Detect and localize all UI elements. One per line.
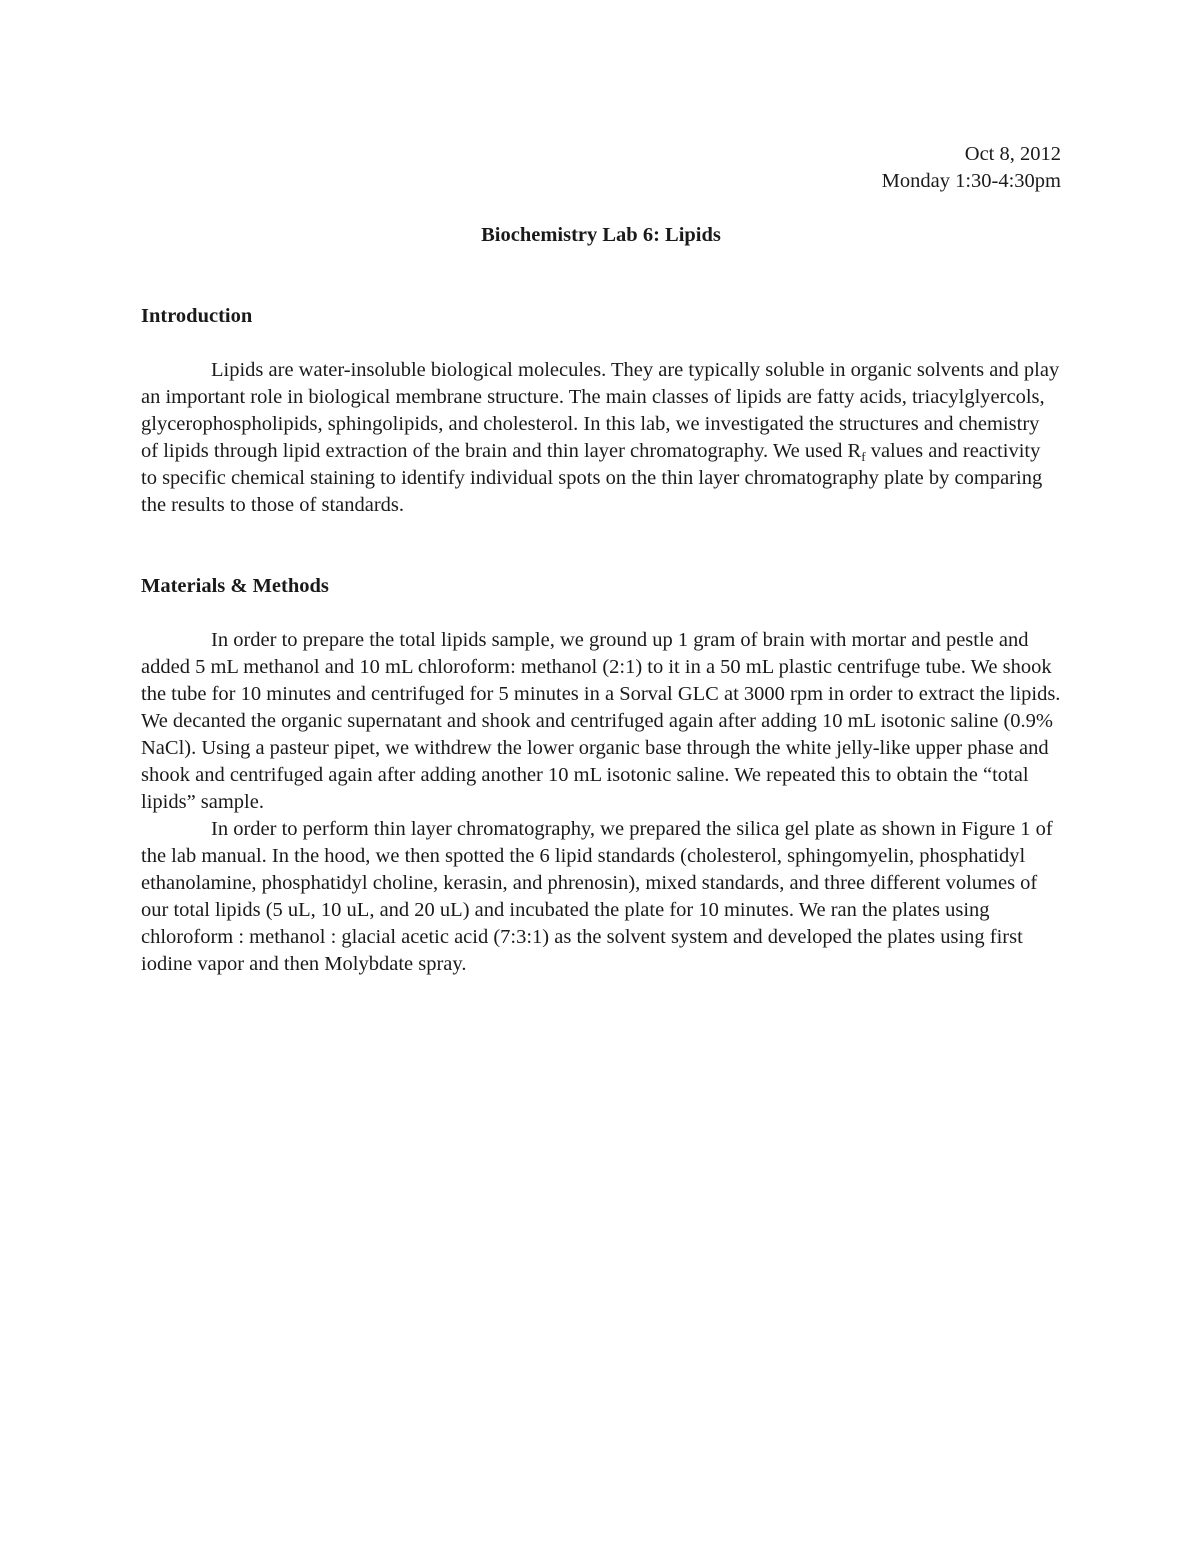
methods-heading: Materials & Methods	[141, 575, 329, 597]
intro-text-part1: Lipids are water-insoluble biological molecules. They are typically soluble in organic solvents and play an important role in biological membrane structure. The main classes of lipids are fatty acids, triacylglyercols, glycerophospholipids, sphingolipids, and cholesterol. In this lab, we investigated the structures and chemistry of lipids through lipid extraction of the brain and thin layer chromatography. We used R	[141, 359, 1060, 462]
document-page	[141, 141, 1061, 978]
intro-text-part2: values and reactivity to specific chemical staining to identify individual spots on the thin layer chromatography plate by comparing the results to those of standards.	[141, 440, 1043, 516]
lab-session: Monday 1:30-4:30pm	[881, 170, 1061, 192]
introduction-body	[141, 357, 1061, 519]
date-block	[141, 141, 1061, 195]
report-date: Oct 8, 2012	[964, 143, 1061, 165]
methods-paragraph-2: In order to perform thin layer chromatography, we prepared the silica gel plate as shown in Figure 1 of the lab manual. In the hood, we then spotted the 6 lipid standards (cholesterol, sphingomyelin, phosphatidyl ethanolamine, phosphatidyl choline, kerasin, and phrenosin), mixed standards, and three different volumes of our total lipids (5 uL, 10 uL, and 20 uL) and incubated the plate for 10 minutes. We ran the plates using chloroform : methanol : glacial acetic acid (7:3:1) as the solvent system and developed the plates using first iodine vapor and then Molybdate spray.	[141, 818, 1053, 975]
introduction-heading: Introduction	[141, 305, 253, 327]
methods-body	[141, 627, 1061, 978]
methods-paragraph-1: In order to prepare the total lipids sample, we ground up 1 gram of brain with mortar and pestle and added 5 mL methanol and 10 mL chloroform: methanol (2:1) to it in a 50 mL plastic centrifuge tube. We shook the tube for 10 minutes and centrifuged for 5 minutes in a Sorval GLC at 3000 rpm in order to extract the lipids. We decanted the organic supernatant and shook and centrifuged again after adding 10 mL isotonic saline (0.9% NaCl). Using a pasteur pipet, we withdrew the lower organic base through the white jelly-like upper phase and shook and centrifuged again after adding another 10 mL isotonic saline. We repeated this to obtain the “total lipids” sample.	[141, 629, 1061, 813]
introduction-paragraph	[141, 357, 1061, 519]
document-title: Biochemistry Lab 6: Lipids	[481, 224, 721, 246]
rf-subscript: f	[861, 449, 866, 464]
